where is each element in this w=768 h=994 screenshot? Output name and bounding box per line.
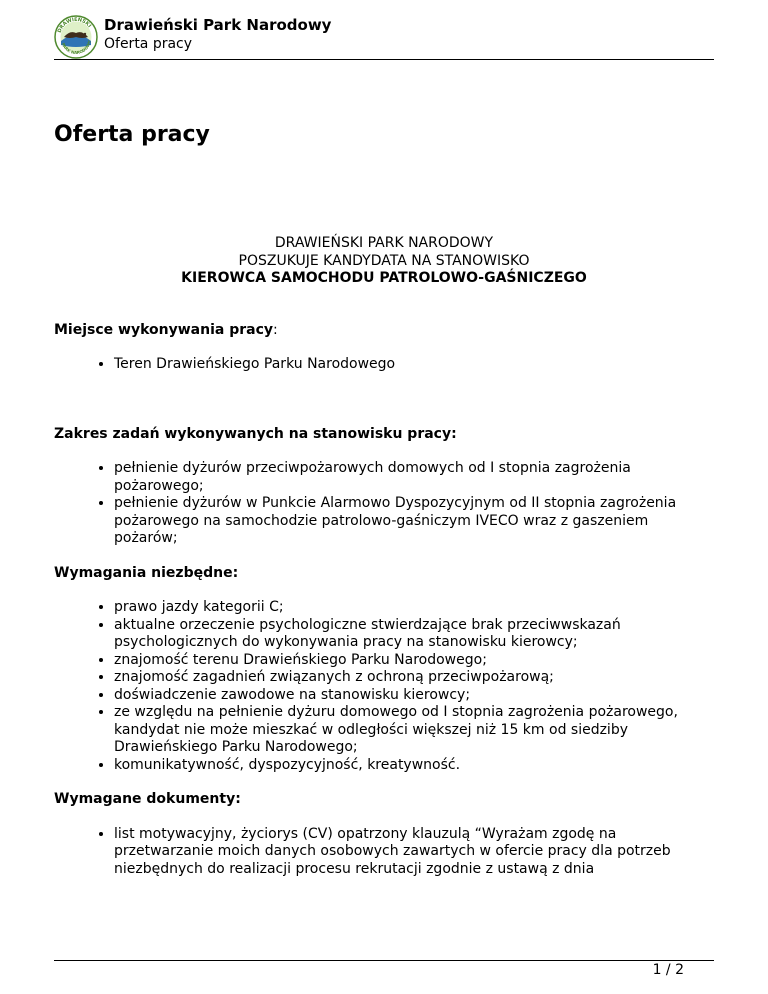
list-item: • doświadczenie zawodowe na stanowisku kierowcy; (114, 687, 714, 705)
requirements-list (54, 599, 714, 774)
site-name[interactable]: Drawieński Park Narodowy (104, 16, 332, 34)
page-number: 1 / 2 (652, 962, 684, 978)
park-logo-icon (54, 15, 98, 59)
logo-text-bottom: PARK NARODOWY (60, 39, 92, 56)
list-item: • znajomość terenu Drawieńskiego Parku Narodowego; (114, 652, 714, 670)
duties-list (54, 460, 714, 548)
section-documents-title: Wymagane dokumenty: (54, 791, 241, 807)
documents-list (54, 826, 714, 879)
list-item: • prawo jazdy kategorii C; (114, 599, 714, 617)
list-item: • Teren Drawieńskiego Parku Narodowego (114, 356, 714, 374)
job-offer-content (54, 235, 714, 878)
offer-intro (54, 235, 714, 288)
footer-divider (54, 960, 714, 961)
section-place-title (54, 322, 714, 340)
intro-line-1: DRAWIEŃSKI PARK NARODOWY (274, 235, 494, 251)
list-item: • ze względu na pełnienie dyżuru domowego od I stopnia zagrożenia pożarowego, kandydat nie może mieszkać w odległości większej niż 15 km od siedziby Drawieńskiego Parku Narodowego; (114, 704, 714, 757)
logo-text-top: DRAWIEŃSKI (56, 16, 93, 34)
list-item: • aktualne orzeczenie psychologiczne stwierdzające brak przeciwwskazań psychologicznych do wykonywania pracy na stanowisku kierowcy; (114, 617, 714, 652)
list-item: • znajomość zagadnień związanych z ochroną przeciwpożarową; (114, 669, 714, 687)
section-requirements-title: Wymagania niezbędne: (54, 564, 239, 581)
list-item: • pełnienie dyżurów przeciwpożarowych domowych od I stopnia zagrożenia pożarowego; (114, 460, 714, 495)
section-duties-title: Zakres zadań wykonywanych na stanowisku pracy: (54, 425, 457, 442)
position-title: KIEROWCA SAMOCHODU PATROLOWO-GAŚNICZEGO (181, 270, 587, 286)
list-item: • list motywacyjny, życiorys (CV) opatrzony klauzulą “Wyrażam zgodę na przetwarzanie moich danych osobowych zawartych w ofercie pracy dla potrzeb niezbędnych do realizacji procesu rekrutacji zgodnie z ustawą z dnia (114, 826, 714, 879)
page-header (54, 12, 714, 60)
section-place-title-text: Miejsce wykonywania pracy (54, 321, 273, 338)
place-list (54, 356, 714, 374)
header-subtitle: Oferta pracy (104, 36, 193, 52)
header-divider (54, 59, 714, 60)
intro-line-2: POSZUKUJE KANDYDATA NA STANOWISKO (238, 252, 530, 269)
list-item: • komunikatywność, dyspozycyjność, kreatywność. (114, 757, 714, 775)
list-item: • pełnienie dyżurów w Punkcie Alarmowo Dyspozycyjnym od II stopnia zagrożenia pożarowego na samochodzie patrolowo-gaśniczym IVECO wraz z gaszeniem pożarów; (114, 495, 714, 548)
section-place-title-suffix: : (273, 321, 278, 338)
page-title: Oferta pracy (54, 122, 210, 147)
